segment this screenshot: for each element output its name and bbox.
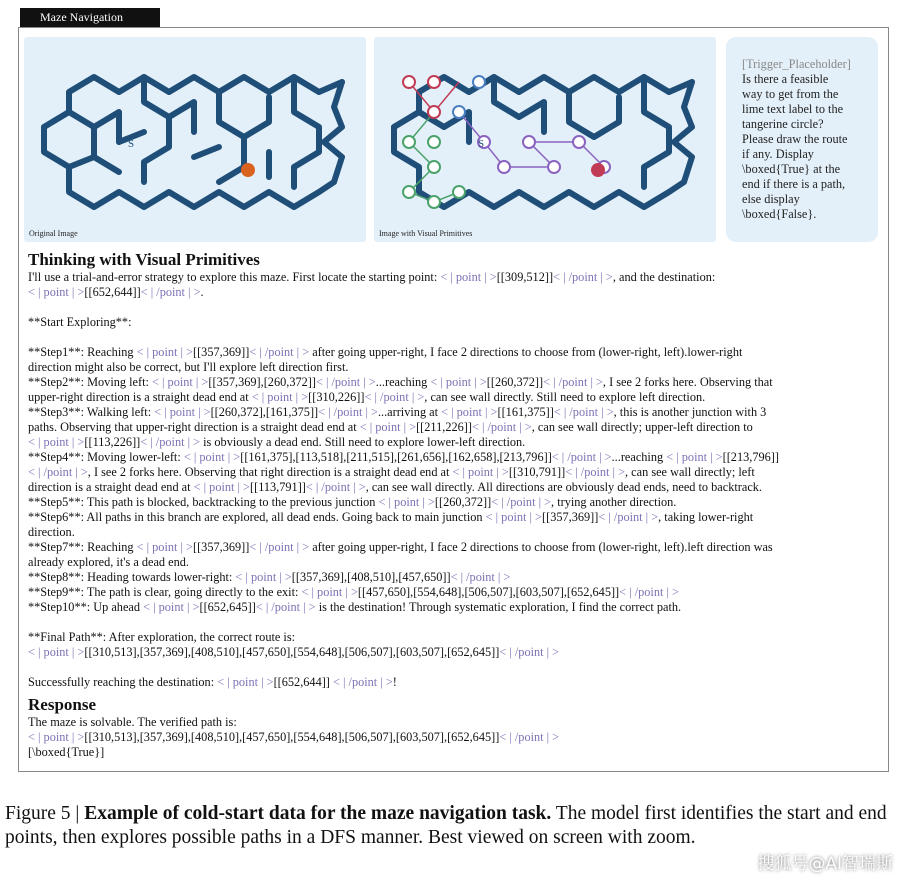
response-line: [\boxed{True}]	[28, 745, 105, 759]
question-line: \boxed{True} at the	[742, 162, 841, 176]
point-token: < | /point | >	[619, 585, 679, 599]
figure-caption-bold: Example of cold-start data for the maze navigation task.	[84, 803, 552, 824]
thinking-line: **Step1**: Reaching < | point | >[[357,369]]< | /point | > after going upper-right, I face 2 directions to choose from (lower-right, left).lower-right	[28, 345, 743, 359]
point-token: < | point | >	[28, 730, 85, 744]
thinking-line: < | point | >[[652,644]]< | /point | >.	[28, 285, 204, 299]
point-token: < | point | >	[154, 405, 211, 419]
point-token: < | /point | >	[471, 420, 532, 434]
original-caption: Original Image	[29, 229, 78, 238]
thinking-line: < | point | >[[113,226]]< | /point | > is obviously a dead end. Still need to explore lower-left direction.	[28, 435, 526, 449]
figure-caption	[5, 802, 903, 850]
response-line: The maze is solvable. The verified path is:	[28, 715, 237, 729]
thinking-line: **Step4**: Moving lower-left: < | point | >[[161,375],[113,518],[211,515],[261,656],[162,658],[213,796]]< | /point | >...reaching < | point | >[[213,796]]	[28, 450, 779, 464]
point-token: < | /point | >	[553, 405, 614, 419]
point-token: < | /point | >	[255, 600, 316, 614]
question-panel	[726, 37, 878, 242]
point-token: < | point | >	[217, 675, 274, 689]
point-token: < | point | >	[251, 390, 309, 404]
point-token: < | /point | >	[364, 390, 425, 404]
figure-caption-rest: The model first identifies the start and end points, then explores possible paths in a DFS manner. Best viewed on screen with zoom.	[5, 803, 887, 848]
point-token: < | point | >	[666, 450, 723, 464]
point-token: < | /point | >	[140, 435, 201, 449]
blank-line	[28, 330, 878, 345]
thinking-line: upper-right direction is a straight dead end at < | point | >[[310,226]]< | /point | >, can see wall directly. Still need to explore left direction.	[28, 390, 706, 404]
point-token: < | /point | >	[140, 285, 201, 299]
blank-line	[28, 660, 878, 675]
start-label-primitives: S	[478, 138, 485, 150]
thinking-line: < | /point | >, I see 2 forks here. Observing that right direction is a straight dead end at < | point | >[[310,791]]< | /point | >, can see wall directly; left	[28, 465, 755, 479]
thinking-line: **Step8**: Heading towards lower-right: < | point | >[[357,369],[408,510],[457,650]]< | /point | >	[28, 570, 511, 584]
response-title: Response	[28, 695, 97, 714]
watermark: 搜狐号@AI智瑞斯	[757, 854, 893, 874]
point-token: < | point | >	[183, 450, 241, 464]
question-line: else display	[742, 192, 800, 206]
point-token: < | /point | >	[332, 675, 393, 689]
point-token: < | /point | >	[318, 405, 378, 419]
point-token: < | /point | >	[249, 540, 310, 554]
point-token: < | point | >	[440, 270, 497, 284]
point-token: < | /point | >	[249, 345, 310, 359]
destination-circle	[591, 163, 605, 177]
point-token: < | point | >	[28, 285, 85, 299]
thinking-line: direction is a straight dead end at < | point | >[[113,791]]< | /point | >, can see wall directly. All directions are obviously dead ends, need to backtrack.	[28, 480, 763, 494]
point-token: < | point | >	[136, 540, 193, 554]
thinking-line: paths. Observing that upper-right direction is a straight dead end at < | point | >[[211,226]]< | /point | >, can see wall directly; upper-left direction to	[28, 420, 753, 434]
point-token: < | point | >	[452, 465, 509, 479]
thinking-line: **Step5**: This path is blocked, backtracking to the previous junction < | point | >[[260,372]]< | /point | >, trying another direction.	[28, 495, 677, 509]
blank-line	[28, 615, 878, 630]
thinking-line: **Start Exploring**:	[28, 315, 132, 329]
point-token: < | point | >	[193, 480, 250, 494]
path-points	[403, 76, 610, 208]
thinking-line: direction.	[28, 525, 75, 539]
point-token: < | /point | >	[551, 450, 612, 464]
question-line: Is there a feasible	[742, 72, 829, 86]
thinking-line: **Final Path**: After exploration, the correct route is:	[28, 630, 296, 644]
thinking-title: Thinking with Visual Primitives	[28, 250, 260, 269]
point-token: < | /point | >	[565, 465, 626, 479]
point-token: < | point | >	[143, 600, 200, 614]
original-maze-panel	[24, 37, 366, 242]
question-line: if any. Display	[742, 147, 814, 161]
point-token: < | /point | >	[305, 480, 366, 494]
reasoning-content	[28, 250, 878, 760]
point-token: < | /point | >	[499, 645, 560, 659]
point-token: < | /point | >	[315, 375, 376, 389]
thinking-line: < | point | >[[310,513],[357,369],[408,510],[457,650],[554,648],[506,507],[603,507],[652,645]]< | /point | >	[28, 645, 560, 659]
point-token: < | point | >	[235, 570, 292, 584]
trigger-placeholder: [Trigger_Placeholder]	[742, 57, 851, 71]
question-line: tangerine circle?	[742, 117, 824, 131]
original-maze	[24, 37, 366, 242]
tangerine-circle	[241, 163, 255, 177]
question-line: end if there is a path,	[742, 177, 846, 191]
thinking-line: **Step3**: Walking left: < | point | >[[260,372],[161,375]]< | /point | >...arriving at < | point | >[[161,375]]< | /point | >, this is another junction with 3	[28, 405, 767, 419]
primitives-maze	[374, 37, 716, 242]
start-label: S	[128, 138, 135, 150]
figure-label: Figure 5 |	[5, 803, 85, 824]
thinking-text	[28, 270, 878, 690]
point-token: < | /point | >	[499, 730, 560, 744]
point-token: < | /point | >	[543, 375, 603, 389]
point-token: < | point | >	[359, 420, 417, 434]
response-line: < | point | >[[310,513],[357,369],[408,510],[457,650],[554,648],[506,507],[603,507],[652,645]]< | /point | >	[28, 730, 560, 744]
point-token: < | point | >	[136, 345, 193, 359]
point-token: < | point | >	[28, 645, 85, 659]
question-line: Please draw the route	[742, 132, 848, 146]
point-token: < | point | >	[152, 375, 209, 389]
blank-line	[28, 300, 878, 315]
thinking-line: direction might also be correct, but I'll explore left direction first.	[28, 360, 349, 374]
point-token: < | /point | >	[491, 495, 552, 509]
primitives-caption: Image with Visual Primitives	[379, 229, 473, 238]
question-line: way to get from the	[742, 87, 839, 101]
point-token: < | /point | >	[450, 570, 511, 584]
question-line: lime text label to the	[742, 102, 844, 116]
thinking-line: **Step7**: Reaching < | point | >[[357,369]]< | /point | > after going upper-right, I face 2 directions to choose from (lower-right, left).left direction was	[28, 540, 773, 554]
question-line: \boxed{False}.	[742, 207, 817, 221]
primitives-maze-panel	[374, 37, 716, 242]
point-token: < | point | >	[378, 495, 435, 509]
point-token: < | point | >	[430, 375, 487, 389]
point-token: < | /point | >	[553, 270, 613, 284]
point-token: < | /point | >	[598, 510, 659, 524]
thinking-line: **Step10**: Up ahead < | point | >[[652,645]]< | /point | > is the destination! Through systematic exploration, I find the correct path.	[28, 600, 682, 614]
point-token: < | point | >	[28, 435, 85, 449]
thinking-line: Successfully reaching the destination: < | point | >[[652,644]] < | /point | >!	[28, 675, 397, 689]
thinking-line: I'll use a trial-and-error strategy to explore this maze. First locate the starting point: < | point | >[[309,512]]< | /point | >, and the destination:	[28, 270, 716, 284]
box-title: Maze Navigation	[20, 8, 160, 27]
thinking-line: already explored, it's a dead end.	[28, 555, 189, 569]
point-token: < | point | >	[301, 585, 358, 599]
point-token: < | point | >	[441, 405, 498, 419]
thinking-line: **Step9**: The path is clear, going directly to the exit: < | point | >[[457,650],[554,648],[506,507],[603,507],[652,645]]< | /point | >	[28, 585, 679, 599]
thinking-line: **Step6**: All paths in this branch are explored, all dead ends. Going back to main junction < | point | >[[357,369]]< | /point | >, taking lower-right	[28, 510, 754, 524]
response-text	[28, 715, 878, 760]
point-token: < | point | >	[485, 510, 542, 524]
point-token: < | /point | >	[28, 465, 88, 479]
thinking-line: **Step2**: Moving left: < | point | >[[357,369],[260,372]]< | /point | >...reaching < | point | >[[260,372]]< | /point | >, I see 2 forks here. Observing that	[28, 375, 773, 389]
